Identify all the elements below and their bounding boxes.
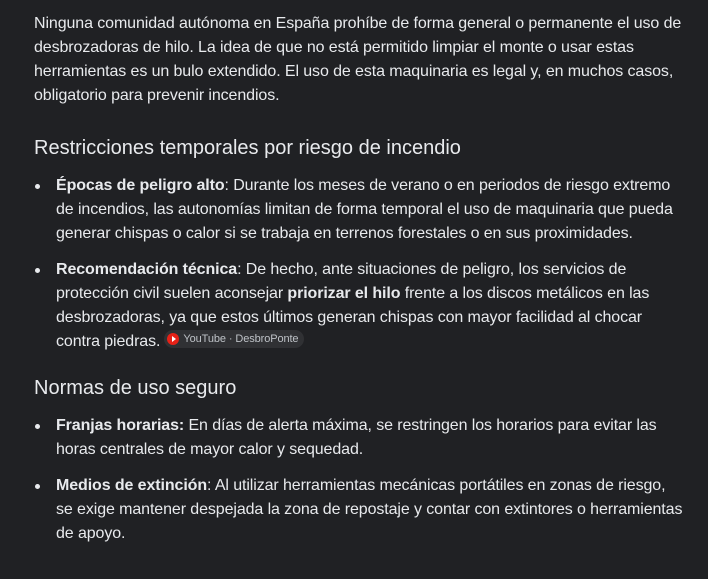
restricciones-list: [34, 174, 684, 354]
intro-paragraph: Ninguna comunidad autónoma en España prohíbe de forma general o permanente el uso de desbrozadoras de hilo. La idea de que no está permitido limpiar el monte o usar estas herramientas es un bulo extendido. El uso de esta maquinaria es legal y, en muchos casos, obligatorio para prevenir incendios.: [34, 15, 682, 104]
normas-list: [34, 414, 684, 546]
item-text: : Al utilizar herramientas mecánicas portátiles en zonas de riesgo, se exige mantener despejada la zona de repostaje y contar con extintores o herramientas de apoyo.: [56, 477, 683, 542]
list-item: [34, 258, 684, 354]
list-item: [34, 174, 684, 246]
item-text: : Durante los meses de verano o en periodos de riesgo extremo de incendios, las autonomías limitan de forma temporal el uso de maquinaria que pueda generar chispas o calor si se trabaja en terrenos forestales o en sus proximidades.: [56, 177, 673, 242]
item-text: frente a los discos metálicos en las desbrozadoras, ya que estos últimos generan chispas con mayor facilidad al chocar contra piedras.: [56, 285, 650, 350]
item-emphasis: priorizar el hilo: [287, 285, 401, 302]
section-heading-normas: Normas de uso seguro: [34, 377, 237, 399]
youtube-icon: [167, 333, 179, 345]
item-text: En días de alerta máxima, se restringen los horarios para evitar las horas centrales de mayor calor y sequedad.: [56, 417, 657, 458]
item-title: Franjas horarias:: [56, 417, 185, 434]
item-title: Épocas de peligro alto: [56, 177, 225, 194]
response-content: [34, 12, 684, 558]
item-text: : De hecho, ante situaciones de peligro, los servicios de protección civil suelen aconsejar: [56, 261, 627, 302]
item-title: Recomendación técnica: [56, 261, 238, 278]
list-item: [34, 474, 684, 546]
item-title: Medios de extinción: [56, 477, 208, 494]
section-heading-restricciones: Restricciones temporales por riesgo de incendio: [34, 137, 461, 159]
source-chip-youtube[interactable]: [164, 330, 304, 348]
source-chip-label: YouTube · DesbroPonte: [183, 333, 299, 345]
list-item: [34, 414, 684, 462]
